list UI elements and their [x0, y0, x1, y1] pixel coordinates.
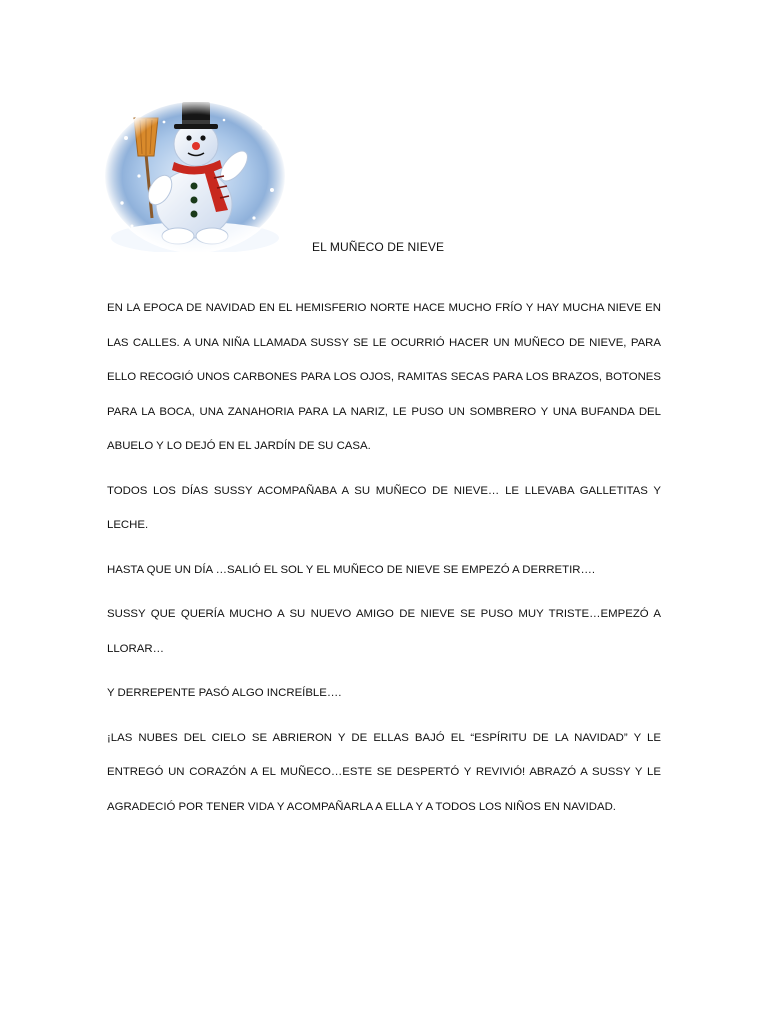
story-paragraph: HASTA QUE UN DÍA …SALIÓ EL SOL Y EL MUÑECO DE NIEVE SE EMPEZÓ A DERRETIR….	[107, 563, 596, 576]
story-paragraph: ¡LAS NUBES DEL CIELO SE ABRIERON Y DE ELLAS BAJÓ EL “ESPÍRITU DE LA NAVIDAD” Y LE ENTREGÓ UN CORAZÓN A EL MUÑECO…ESTE SE DESPERTÓ Y REVIVIÓ! ABRAZÓ A SUSSY Y LE AGRADECIÓ POR TENER VIDA Y ACOMPAÑARLA A ELLA Y A TODOS LOS NIÑOS EN NAVIDAD.	[107, 731, 661, 813]
story-body	[107, 291, 661, 824]
snowman-illustration	[104, 98, 286, 252]
story-paragraph: SUSSY QUE QUERÍA MUCHO A SU NUEVO AMIGO DE NIEVE SE PUSO MUY TRISTE…EMPEZÓ A LLORAR…	[107, 608, 661, 655]
document-title: EL MUÑECO DE NIEVE	[312, 240, 445, 254]
story-paragraph: EN LA EPOCA DE NAVIDAD EN EL HEMISFERIO NORTE HACE MUCHO FRÍO Y HAY MUCHA NIEVE EN LAS CALLES. A UNA NIÑA LLAMADA SUSSY SE LE OCURRIÓ HACER UN MUÑECO DE NIEVE, PARA ELLO RECOGIÓ UNOS CARBONES PARA LOS OJOS, RAMITAS SECAS PARA LOS BRAZOS, BOTONES PARA LA BOCA, UNA ZANAHORIA PARA LA NARIZ, LE PUSO UN SOMBRERO Y UNA BUFANDA DEL ABUELO Y LO DEJÓ EN EL JARDÍN DE SU CASA.	[107, 302, 661, 452]
story-paragraph: Y DERREPENTE PASÓ ALGO INCREÍBLE….	[107, 687, 342, 699]
story-paragraph: TODOS LOS DÍAS SUSSY ACOMPAÑABA A SU MUÑECO DE NIEVE… LE LLEVABA GALLETITAS Y LECHE.	[107, 484, 661, 531]
